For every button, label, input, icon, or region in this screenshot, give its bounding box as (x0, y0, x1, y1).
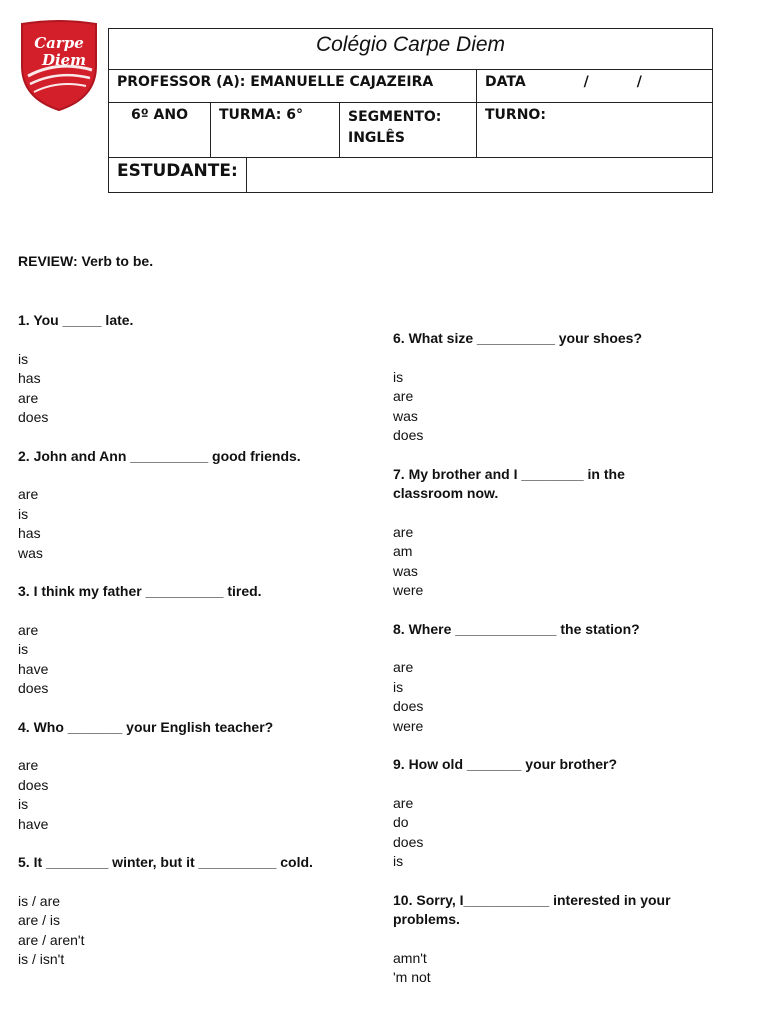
question-text: 7. My brother and I ________ in the classroom now. (393, 465, 625, 501)
option[interactable]: are (18, 757, 39, 773)
option[interactable]: is / are (18, 892, 61, 909)
option[interactable]: was (393, 562, 418, 579)
option[interactable]: does (18, 776, 49, 793)
option[interactable]: are (18, 389, 39, 406)
question-text: 1. You _____ late. (18, 312, 134, 328)
professor-cell: PROFESSOR (A): EMANUELLE CAJAZEIRA (109, 70, 477, 103)
question-block (393, 755, 723, 872)
turma-cell: TURMA: 6° (211, 103, 340, 158)
option[interactable]: are (18, 486, 39, 502)
option[interactable]: are (18, 621, 39, 638)
option[interactable]: was (393, 407, 418, 424)
options-list (393, 523, 723, 601)
question-text: 4. Who _______ your English teacher? (18, 718, 274, 735)
question-text: 6. What size __________ your shoes? (393, 330, 643, 346)
option[interactable]: have (18, 660, 49, 677)
question-block (393, 465, 723, 601)
option[interactable]: does (18, 680, 49, 696)
date-separator: / (583, 74, 589, 90)
option[interactable]: is (18, 350, 29, 367)
option[interactable]: is (393, 678, 404, 695)
question-block (393, 329, 723, 446)
right-column (393, 329, 723, 988)
student-table (108, 157, 713, 193)
options-list (393, 794, 723, 872)
question-text: 5. It ________ winter, but it __________ cold. (18, 854, 313, 870)
turno-cell: TURNO: (477, 103, 713, 158)
option[interactable]: have (18, 815, 49, 832)
option[interactable]: has (18, 370, 41, 386)
options-list (18, 756, 378, 834)
question-block (393, 620, 723, 737)
option[interactable]: does (18, 409, 49, 425)
option[interactable]: is (18, 796, 29, 812)
option[interactable]: does (393, 698, 424, 714)
options-list (18, 621, 378, 699)
options-list (393, 949, 723, 988)
question-block (18, 582, 378, 699)
data-cell (477, 70, 713, 103)
logo-text-carpe: Carpe (34, 34, 84, 52)
question-text: 9. How old _______ your brother? (393, 756, 618, 772)
option[interactable]: was (18, 544, 43, 561)
option[interactable]: is / isn't (18, 951, 65, 967)
question-block (18, 718, 378, 835)
left-column (18, 311, 378, 970)
option[interactable]: are / is (18, 912, 61, 928)
estudante-field[interactable] (246, 158, 712, 193)
question-text: 2. John and Ann __________ good friends. (18, 447, 301, 464)
ano-cell: 6º ANO (109, 103, 211, 158)
option[interactable]: are (393, 523, 414, 540)
option[interactable]: is (393, 853, 404, 869)
option[interactable]: are (393, 659, 414, 675)
school-logo-shield-icon (18, 20, 100, 112)
option[interactable]: are (393, 388, 414, 404)
date-separator: / (636, 74, 642, 90)
option[interactable]: amn't (393, 949, 427, 966)
question-text: 8. Where _____________ the station? (393, 620, 640, 637)
option[interactable]: am (393, 543, 413, 559)
option[interactable]: does (393, 833, 424, 850)
option[interactable]: 'm not (393, 969, 431, 985)
question-block (393, 891, 723, 988)
segmento-cell (340, 103, 477, 158)
question-block (18, 311, 378, 428)
option[interactable]: were (393, 582, 424, 598)
option[interactable]: does (393, 427, 424, 443)
logo-text-diem: Diem (41, 51, 87, 69)
options-list (18, 350, 378, 428)
school-name: Colégio Carpe Diem (109, 29, 713, 70)
question-block (18, 447, 378, 564)
options-list (18, 485, 378, 563)
option[interactable]: are / aren't (18, 931, 85, 948)
options-list (393, 658, 723, 736)
segmento-value: INGLÊS (348, 130, 405, 146)
data-label: DATA (485, 74, 526, 90)
option[interactable]: are (393, 794, 414, 811)
segmento-label: SEGMENTO: (348, 109, 442, 125)
options-list (18, 892, 378, 970)
review-title: REVIEW: Verb to be. (18, 253, 154, 269)
header-table (108, 28, 713, 158)
estudante-label: ESTUDANTE: (109, 158, 247, 193)
option[interactable]: were (393, 717, 424, 734)
question-block (18, 853, 378, 970)
option[interactable]: is (393, 368, 404, 385)
question-text: 10. Sorry, I___________ interested in your problems. (393, 891, 671, 927)
options-list (393, 368, 723, 446)
option[interactable]: is (18, 641, 29, 657)
question-text: 3. I think my father __________ tired. (18, 583, 262, 599)
option[interactable]: do (393, 814, 409, 830)
option[interactable]: has (18, 525, 41, 541)
option[interactable]: is (18, 505, 29, 522)
